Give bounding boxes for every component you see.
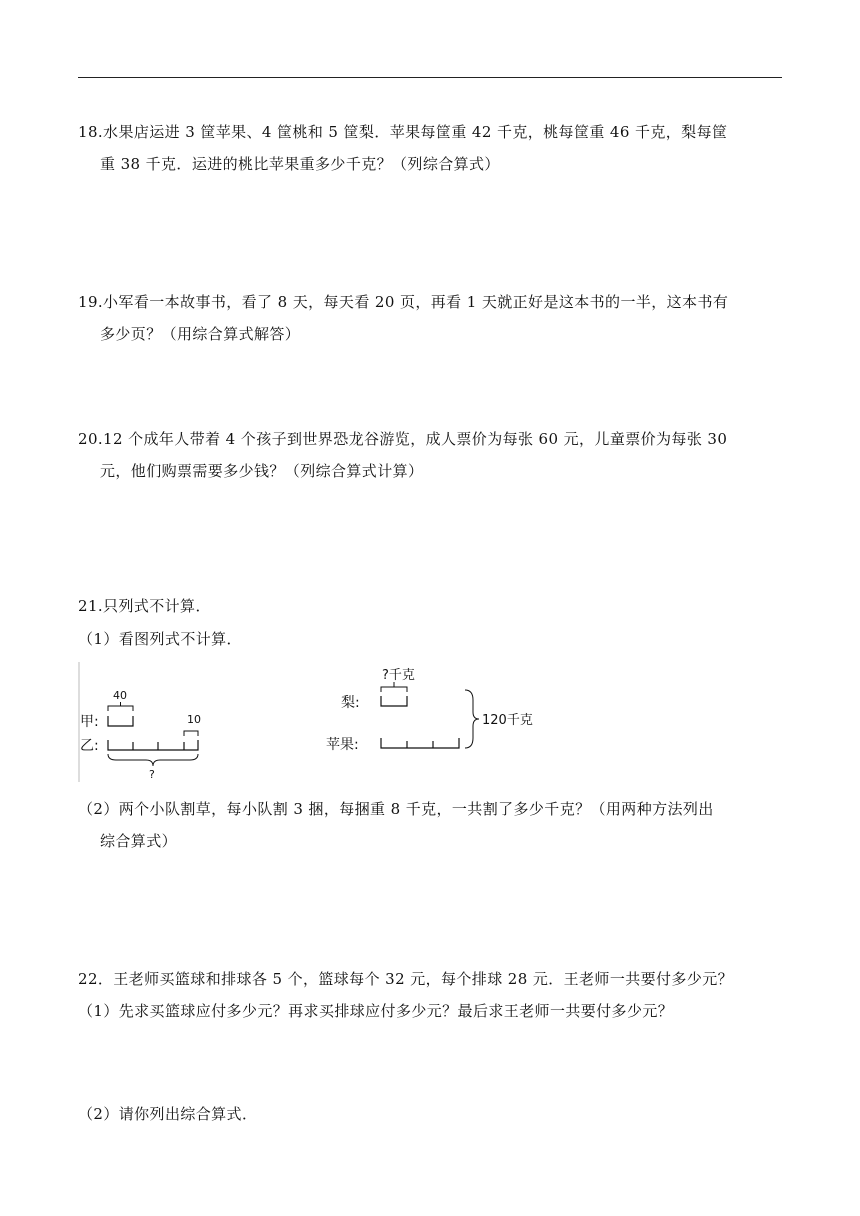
pear-segment bbox=[381, 696, 407, 706]
total-brace bbox=[465, 690, 479, 748]
diagram-right bbox=[326, 667, 533, 753]
top-brace bbox=[108, 706, 133, 711]
total-label: 120千克 bbox=[482, 713, 533, 728]
question-21-part2-line2: 综合算式） bbox=[100, 832, 178, 850]
question-mark-label: ? bbox=[149, 768, 155, 781]
pear-top-brace bbox=[381, 687, 407, 692]
question-18 bbox=[78, 116, 782, 180]
small-brace bbox=[184, 731, 198, 736]
label-apple: 苹果: bbox=[326, 737, 359, 753]
yi-segments bbox=[108, 740, 198, 750]
pear-unknown-label: ?千克 bbox=[382, 668, 415, 683]
question-19-line1: 19.小军看一本故事书，看了 8 天，每天看 20 页，再看 1 天就正好是这本书的一半，这本书有 bbox=[78, 293, 729, 311]
question-22-part1: （1）先求买篮球应付多少元？再求买排球应付多少元？最后求王老师一共要付多少元？ bbox=[78, 1002, 674, 1020]
question-19 bbox=[78, 286, 782, 350]
question-22-line1: 22．王老师买篮球和排球各 5 个，篮球每个 32 元，每个排球 28 元．王老师一共要付多少元？ bbox=[78, 970, 734, 988]
top-value-label: 40 bbox=[113, 689, 127, 702]
jia-segment bbox=[108, 716, 133, 726]
bottom-brace bbox=[108, 754, 198, 766]
small-value-label: 10 bbox=[187, 713, 201, 726]
question-21-part1: （1）看图列式不计算． bbox=[78, 630, 242, 648]
question-21-part2-line1: （2）两个小队割草，每小队割 3 捆，每捆重 8 千克，一共割了多少千克？（用两种方法列出 bbox=[78, 800, 714, 818]
question-20 bbox=[78, 423, 782, 487]
question-18-line1: 18.水果店运进 3 筐苹果、4 筐桃和 5 筐梨．苹果每筐重 42 千克，桃每筐重 46 千克，梨每筐 bbox=[78, 123, 728, 141]
question-21-part2 bbox=[78, 793, 782, 857]
diagram-left bbox=[80, 689, 201, 781]
apple-segments bbox=[381, 738, 459, 748]
question-20-line2: 元，他们购票需要多少钱？（列综合算式计算） bbox=[100, 462, 424, 480]
question-21-diagram bbox=[76, 660, 556, 784]
question-19-line2: 多少页？（用综合算式解答） bbox=[100, 325, 301, 343]
header-rule bbox=[78, 77, 782, 78]
label-jia: 甲: bbox=[80, 714, 99, 730]
question-20-line1: 20.12 个成年人带着 4 个孩子到世界恐龙谷游览，成人票价为每张 60 元，儿童票价为每张 30 bbox=[78, 430, 728, 448]
label-pear: 梨: bbox=[341, 695, 360, 711]
question-21-title: 21.只列式不计算． bbox=[78, 597, 211, 615]
question-18-line2: 重 38 千克．运进的桃比苹果重多少千克？（列综合算式） bbox=[100, 155, 500, 173]
question-22-part2: （2）请你列出综合算式． bbox=[78, 1105, 258, 1123]
label-yi: 乙: bbox=[80, 738, 99, 754]
